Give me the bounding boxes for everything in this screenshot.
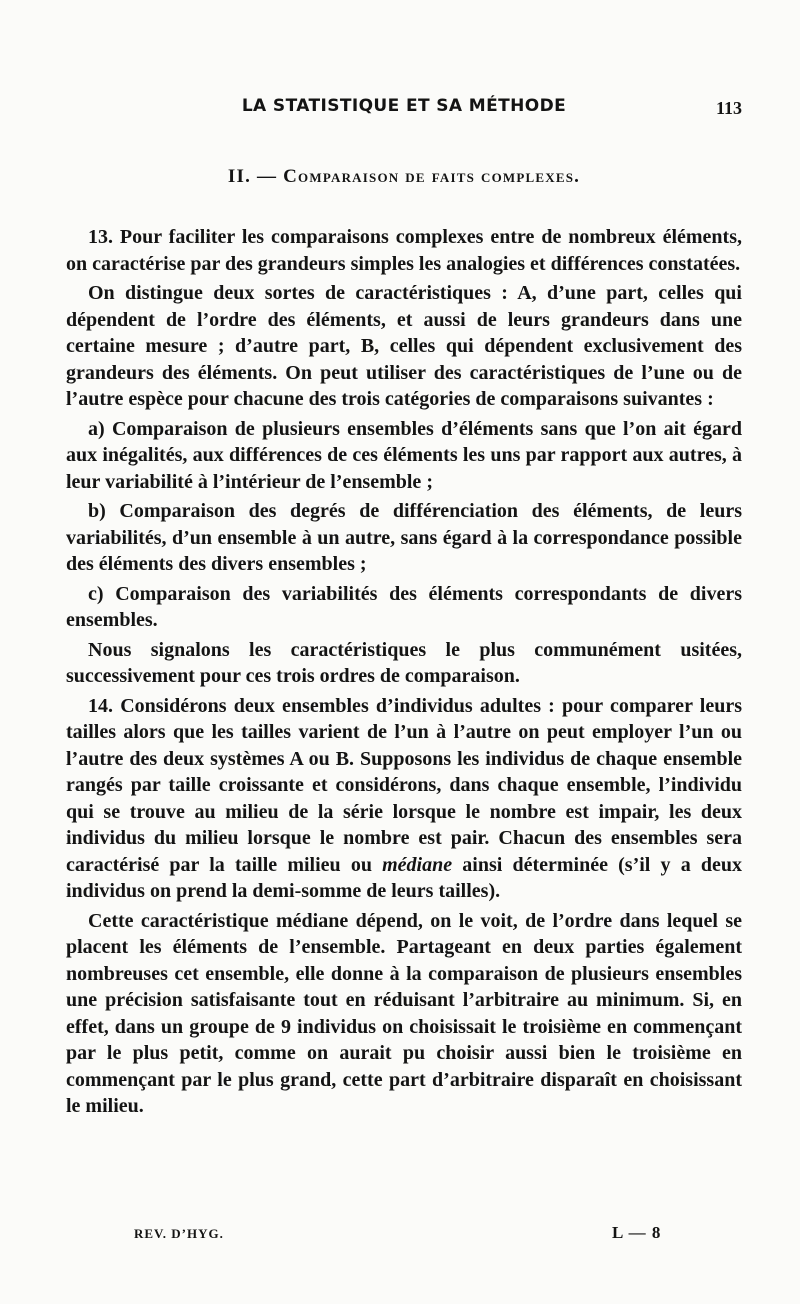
paragraph-signalons: Nous signalons les caractéristiques le plus communément usitées, successivement pour ces trois ordres de comparaison. [66,638,742,687]
running-title: LA STATISTIQUE ET SA MÉTHODE [241,96,567,116]
paragraph-item-b: b) Comparaison des degrés de différenciation des éléments, de leurs variabilités, d’un ensemble à un autre, sans égard à la correspondance possible des éléments des divers ensembles ; [66,500,742,575]
footer-signature: L — 8 [612,1223,662,1242]
section-heading: II. — Comparaison de faits complexes. [227,166,581,187]
emphasis-mediane: médiane [382,853,453,876]
paragraph-mediane: Cette caractéristique médiane dépend, on le voit, de l’ordre dans lequel se placent les éléments de l’ensemble. Partageant en deux parties également nombreuses cet ensemble, elle donne à la comparaison de plusieurs ensembles une précision satisfaisante tout en réduisant l’arbitraire au minimum. Si, en effet, dans un groupe de 9 individus on choisissait le troisième en commençant par le plus petit, comme on aurait pu choisir aussi bien le troisième en commençant par le plus grand, cette part d’arbitraire disparaît en choisissant le milieu. [66,909,742,1117]
paragraph-item-a: a) Comparaison de plusieurs ensembles d’éléments sans que l’on ait égard aux inégalités, aux différences de ces éléments les uns par rapport aux autres, à leur variabilité à l’intérieur de l’ensemble ; [66,417,742,493]
body-text [66,224,742,1123]
paragraph-item-c: c) Comparaison des variabilités des éléments correspondants de divers ensembles. [66,582,742,631]
running-header [66,96,742,120]
paragraph-13: 13. Pour faciliter les comparaisons complexes entre de nombreux éléments, on caractérise par des grandeurs simples les analogies et différences constatées. [66,226,742,275]
footer-journal: REV. D’HYG. [134,1226,224,1241]
paragraph-caracteristiques: On distingue deux sortes de caractéristiques : A, d’une part, celles qui dépendent de l’ordre des éléments, et aussi de leurs grandeurs dans une certaine mesure ; d’autre part, B, celles qui dépendent exclusivement des grandeurs des éléments. On peut utiliser des caractéristiques de l’une ou de l’autre espèce pour chacune des trois catégories de comparaisons suivantes : [66,282,742,410]
page-number: 113 [715,98,742,118]
paragraph-14: 14. Considérons deux ensembles d’individus adultes : pour comparer leurs tailles alors que les tailles varient de l’un à l’autre on peut employer l’un ou l’autre des deux systèmes A ou B. Supposons les individus de chaque ensemble rangés par taille croissante et considérons, dans chaque ensemble, l’individu qui se trouve au milieu de la série lorsque le nombre est impair, les deux individus du milieu lorsque le nombre est pair. Chacun des ensembles sera caractérisé par la taille milieu ou médiane ainsi déterminée (s’il y a deux individus on prend la demi-somme de leurs tailles). [66,694,742,902]
